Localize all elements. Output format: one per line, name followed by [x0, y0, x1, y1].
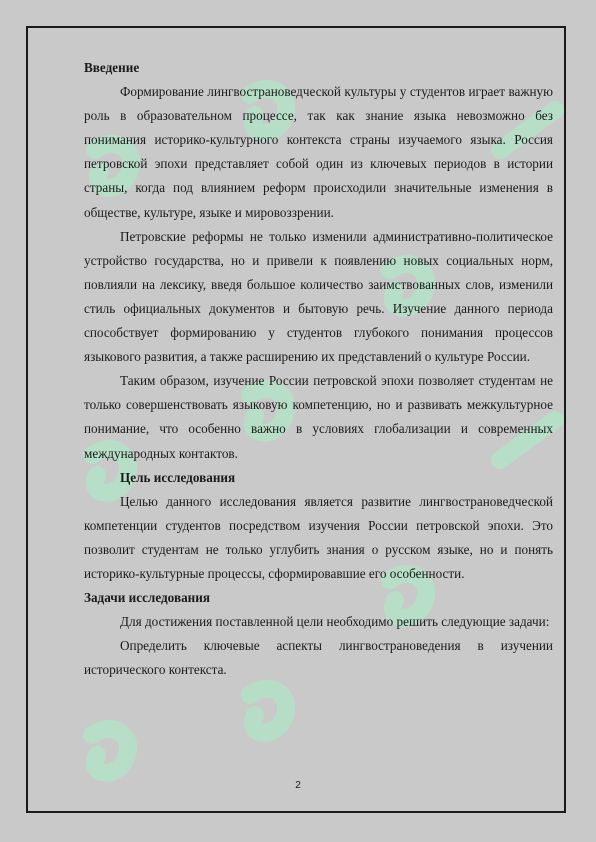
section-heading-goal: Цель исследования — [120, 469, 236, 485]
paragraph: Для достижения поставленной цели необходимо решить следующие задачи: — [120, 614, 550, 630]
paragraph: Петровские реформы не только изменили административно-политическое устройство государства, но и привели к появлению новых социальных норм, повлияли на лексику, введя большое количество заимствованных слов, изменили стиль официальных документов и бытовую речь. Изучение данного периода способствует формированию у студентов глубокого понимания процессов языкового развития, а также расширению их представлений о культуре России. — [84, 228, 553, 365]
section-heading-introduction: Введение — [84, 60, 140, 75]
paragraph: Определить ключевые аспекты лингвострановедения в изучении исторического контекста. — [84, 638, 553, 678]
paragraph: Целью данного исследования является развитие лингвострановедческой компетенции студентов посредством изучения России петровской эпохи. Это позволит студентам не только углубить знания о русском языке, но и понять историко-культурные процессы, сформировавшие его особенности. — [84, 493, 553, 581]
paragraph: Формирование лингвострановедческой культуры у студентов играет важную роль в образовательном процессе, так как знание языка невозможно без понимания историко-культурного контекста страны изучаемого языка. Россия петровской эпохи представляет собой один из ключевых периодов в истории страны, когда под влиянием реформ происходили значительные изменения в обществе, культуре, языке и мировоззрении. — [84, 84, 553, 220]
document-body — [84, 56, 553, 682]
paragraph: Таким образом, изучение России петровской эпохи позволяет студентам не только совершенствовать языковую компетенцию, но и развивать межкультурное понимание, что особенно важно в условиях глобализации и современных международных контактов. — [84, 373, 553, 461]
section-heading-tasks: Задачи исследования — [84, 590, 210, 606]
page-number: 2 — [295, 780, 301, 791]
